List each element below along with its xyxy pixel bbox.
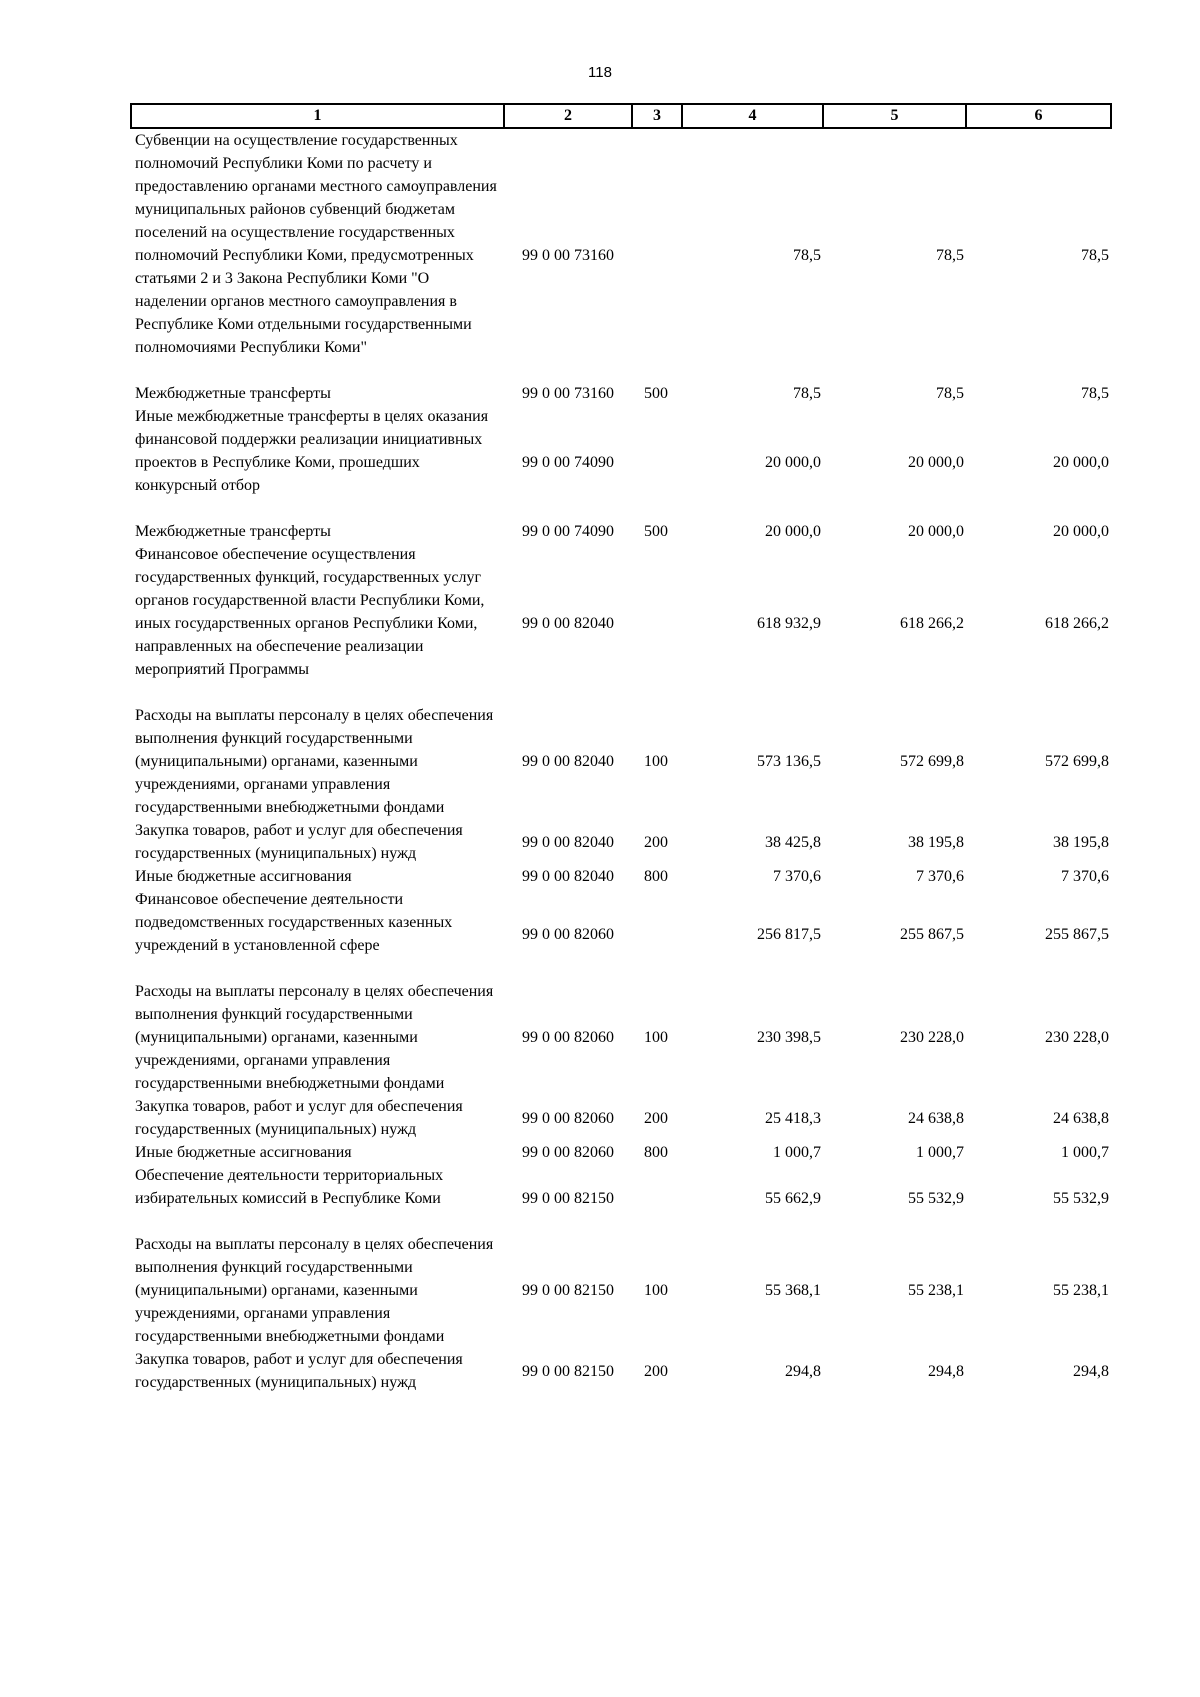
expense-type-cell: 200 (644, 1362, 668, 1380)
value-col6-cell: 24 638,8 (1053, 1109, 1109, 1127)
description-cell: Расходы на выплаты персоналу в целях обеспечения выполнения функций государственными (муниципальными) органами, казенными учреждениями, органами управления государственными внебюджетными фондами (135, 983, 494, 1092)
table-row (131, 1095, 1111, 1141)
value-col6-cell: 1 000,7 (1061, 1144, 1109, 1161)
description-cell: Закупка товаров, работ и услуг для обеспечения государственных (муниципальных) нужд (135, 1351, 463, 1391)
target-code-cell: 99 0 00 82040 (522, 868, 614, 885)
table-row (131, 865, 1111, 888)
target-code-cell: 99 0 00 73160 (522, 247, 614, 264)
description-cell: Субвенции на осуществление государственных полномочий Республики Коми по расчету и предоставлению органами местного самоуправления муниципальных районов субвенций бюджетам поселений на осуществление государственных полномочий Республики Коми, предусмотренных статьями 2 и 3 Закона Республики Коми "О наделении органов местного самоуправления в Республике Коми отдельными государственными полномочиями Республики Коми" (135, 132, 497, 356)
value-col6-cell: 38 195,8 (1053, 833, 1109, 851)
value-col5-cell: 618 266,2 (900, 615, 964, 632)
value-col6-cell: 55 532,9 (1053, 1190, 1109, 1207)
value-col4-cell: 1 000,7 (773, 1144, 821, 1161)
description-cell: Межбюджетные трансферты (135, 385, 331, 402)
table-row (131, 888, 1111, 980)
value-col4-cell: 78,5 (793, 247, 821, 264)
target-code-cell: 99 0 00 82150 (522, 1282, 614, 1299)
description-cell: Закупка товаров, работ и услуг для обеспечения государственных (муниципальных) нужд (135, 1098, 463, 1138)
expense-type-cell: 100 (644, 753, 668, 770)
value-col4-cell: 55 662,9 (765, 1190, 821, 1207)
value-col5-cell: 572 699,8 (900, 753, 964, 770)
table-header (131, 104, 1111, 128)
expense-type-cell (632, 1164, 682, 1233)
value-col6-cell: 230 228,0 (1045, 1029, 1109, 1046)
value-col4-cell: 25 418,3 (765, 1109, 821, 1127)
description-cell: Иные бюджетные ассигнования (135, 1144, 352, 1161)
value-col6-cell: 572 699,8 (1045, 753, 1109, 770)
value-col4-cell: 7 370,6 (773, 868, 821, 885)
page-number: 118 (588, 64, 612, 81)
table-row (131, 1233, 1111, 1348)
column-header-5: 5 (823, 104, 966, 128)
table-row (131, 1164, 1111, 1233)
value-col5-cell: 294,8 (928, 1362, 964, 1380)
description-cell: Закупка товаров, работ и услуг для обеспечения государственных (муниципальных) нужд (135, 822, 463, 862)
target-code-cell: 99 0 00 82040 (522, 833, 614, 851)
expense-type-cell: 800 (644, 868, 668, 885)
table-row (131, 1348, 1111, 1394)
value-col6-cell: 294,8 (1073, 1362, 1109, 1380)
target-code-cell: 99 0 00 82060 (522, 925, 614, 943)
value-col4-cell: 78,5 (793, 385, 821, 402)
value-col4-cell: 230 398,5 (757, 1029, 821, 1046)
column-header-6: 6 (966, 104, 1111, 128)
description-cell: Межбюджетные трансферты (135, 523, 331, 540)
value-col5-cell: 230 228,0 (900, 1029, 964, 1046)
target-code-cell: 99 0 00 82150 (522, 1190, 614, 1207)
column-header-4: 4 (682, 104, 823, 128)
table-row (131, 704, 1111, 819)
expense-type-cell: 800 (644, 1144, 668, 1161)
table-row (131, 980, 1111, 1095)
description-cell: Расходы на выплаты персоналу в целях обеспечения выполнения функций государственными (муниципальными) органами, казенными учреждениями, органами управления государственными внебюджетными фондами (135, 1236, 494, 1345)
expense-type-cell: 100 (644, 1282, 668, 1299)
expense-type-cell: 100 (644, 1029, 668, 1046)
expense-type-cell (632, 888, 682, 980)
value-col4-cell: 20 000,0 (765, 454, 821, 471)
value-col5-cell: 7 370,6 (916, 868, 964, 885)
value-col6-cell: 55 238,1 (1053, 1282, 1109, 1299)
description-cell: Расходы на выплаты персоналу в целях обеспечения выполнения функций государственными (муниципальными) органами, казенными учреждениями, органами управления государственными внебюджетными фондами (135, 707, 494, 816)
value-col4-cell: 294,8 (785, 1362, 821, 1380)
value-col4-cell: 573 136,5 (757, 753, 821, 770)
description-cell: Финансовое обеспечение деятельности подведомственных государственных казенных учреждений в установленной сфере (135, 891, 453, 954)
value-col6-cell: 20 000,0 (1053, 454, 1109, 471)
value-col4-cell: 20 000,0 (765, 523, 821, 540)
description-cell: Иные бюджетные ассигнования (135, 868, 352, 885)
value-col4-cell: 38 425,8 (765, 833, 821, 851)
value-col6-cell: 255 867,5 (1045, 925, 1109, 943)
expense-type-cell: 500 (644, 523, 668, 540)
value-col5-cell: 55 532,9 (908, 1190, 964, 1207)
column-header-3: 3 (632, 104, 682, 128)
target-code-cell: 99 0 00 74090 (522, 523, 614, 540)
target-code-cell: 99 0 00 82040 (522, 615, 614, 632)
table-body (131, 128, 1111, 1394)
table-row (131, 405, 1111, 520)
expense-type-cell: 200 (644, 1109, 668, 1127)
value-col5-cell: 255 867,5 (900, 925, 964, 943)
value-col5-cell: 38 195,8 (908, 833, 964, 851)
value-col5-cell: 24 638,8 (908, 1109, 964, 1127)
table-row (131, 1141, 1111, 1164)
header-row (131, 104, 1111, 128)
table-row (131, 128, 1111, 382)
expense-type-cell (632, 405, 682, 520)
value-col4-cell: 256 817,5 (757, 925, 821, 943)
value-col5-cell: 20 000,0 (908, 523, 964, 540)
description-cell: Обеспечение деятельности территориальных избирательных комиссий в Республике Коми (135, 1167, 444, 1207)
budget-table (130, 103, 1112, 1394)
value-col6-cell: 7 370,6 (1061, 868, 1109, 885)
target-code-cell: 99 0 00 82040 (522, 753, 614, 770)
target-code-cell: 99 0 00 74090 (522, 454, 614, 471)
table-row (131, 543, 1111, 704)
column-header-2: 2 (504, 104, 632, 128)
table-row (131, 382, 1111, 405)
value-col4-cell: 618 932,9 (757, 615, 821, 632)
expense-type-cell (632, 543, 682, 704)
value-col6-cell: 78,5 (1081, 385, 1109, 402)
table-row (131, 819, 1111, 865)
value-col6-cell: 78,5 (1081, 247, 1109, 264)
description-cell: Финансовое обеспечение осуществления государственных функций, государственных услуг органов государственной власти Республики Коми, иных государственных органов Республики Коми, направленных на обеспечение реализации мероприятий Программы (135, 546, 485, 678)
target-code-cell: 99 0 00 82150 (522, 1362, 614, 1380)
value-col5-cell: 78,5 (936, 385, 964, 402)
target-code-cell: 99 0 00 82060 (522, 1029, 614, 1046)
column-header-1: 1 (131, 104, 504, 128)
description-cell: Иные межбюджетные трансферты в целях оказания финансовой поддержки реализации инициативных проектов в Республике Коми, прошедших конкурсный отбор (135, 408, 489, 494)
value-col5-cell: 55 238,1 (908, 1282, 964, 1299)
value-col6-cell: 618 266,2 (1045, 615, 1109, 632)
value-col5-cell: 1 000,7 (916, 1144, 964, 1161)
table-row (131, 520, 1111, 543)
value-col6-cell: 20 000,0 (1053, 523, 1109, 540)
target-code-cell: 99 0 00 82060 (522, 1144, 614, 1161)
value-col4-cell: 55 368,1 (765, 1282, 821, 1299)
target-code-cell: 99 0 00 82060 (522, 1109, 614, 1127)
value-col5-cell: 20 000,0 (908, 454, 964, 471)
expense-type-cell: 200 (644, 833, 668, 851)
expense-type-cell (632, 128, 682, 382)
expense-type-cell: 500 (644, 385, 668, 402)
target-code-cell: 99 0 00 73160 (522, 385, 614, 402)
value-col5-cell: 78,5 (936, 247, 964, 264)
